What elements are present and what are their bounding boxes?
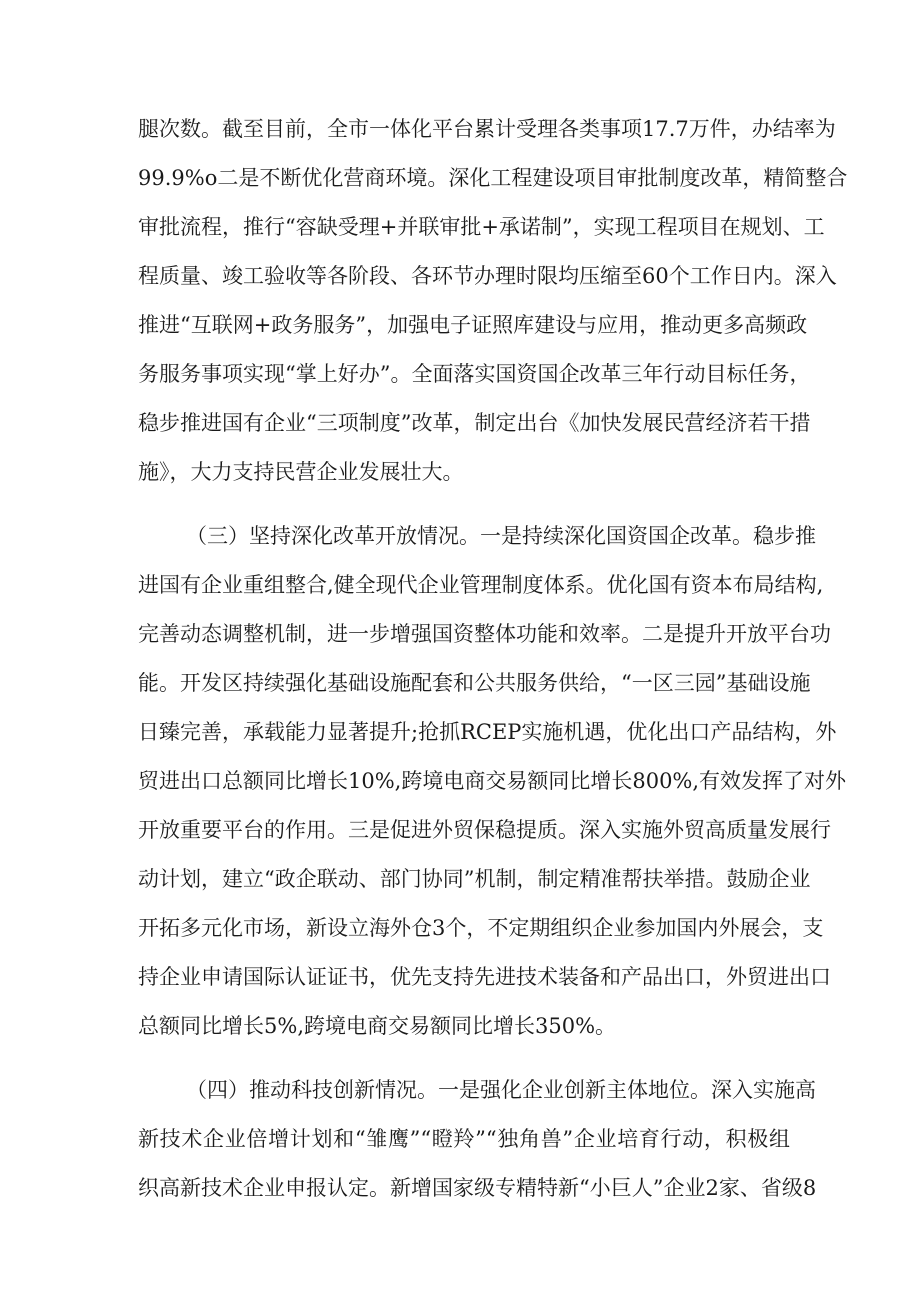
text-line: 程质量、竣工验收等各阶段、各环节办理时限均压缩至60个工作日内。深入 [138,264,837,288]
text-line: 稳步推进国有企业“三项制度”改革，制定出台《加快发展民营经济若干措 [138,411,811,435]
text-line: 进国有企业重组整合,健全现代企业管理制度体系。优化国有资本布局结构, [138,573,824,597]
text-line: 新技术企业倍增计划和“雏鹰”“瞪羚”“独角兽”企业培育行动，积极组 [138,1127,790,1151]
text-line: 日臻完善，承载能力显著提升;抢抓RCEP实施机遇，优化出口产品结构，外 [138,720,837,744]
text-line: 持企业申请国际认证证书，优先支持先进技术装备和产品出口，外贸进出口 [138,965,831,989]
text-line: 贸进出口总额同比增长10%,跨境电商交易额同比增长800%,有效发挥了对外 [138,769,847,793]
text-line: 施》，大力支持民营企业发展壮大。 [138,460,464,484]
text-line: 总额同比增长5%,跨境电商交易额同比增长350%。 [138,1014,617,1038]
paragraph-heading-line: （三）坚持深化改革开放情况。一是持续深化国资国企改革。稳步推 [186,524,816,548]
text-line: 完善动态调整机制，进一步增强国资整体功能和效率。二是提升开放平台功 [138,622,831,646]
text-line: 开拓多元化市场，新设立海外仓3个，不定期组织企业参加国内外展会，支 [138,916,824,940]
text-line: 推进“互联网+政务服务”，加强电子证照库建设与应用，推动更多高频政 [138,313,808,337]
text-line: 99.9%o二是不断优化营商环境。深化工程建设项目审批制度改革，精简整合 [138,166,848,190]
text-line: 动计划，建立“政企联动、部门协同”机制，制定精准帮扶举措。鼓励企业 [138,867,811,891]
text-line: 开放重要平台的作用。三是促进外贸保稳提质。深入实施外贸高质量发展行 [138,818,831,842]
text-line: 能。开发区持续强化基础设施配套和公共服务供给，“一区三园”基础设施 [138,671,811,695]
text-line: 腿次数。截至目前，全市一体化平台累计受理各类事项17.7万件，办结率为 [138,117,836,141]
paragraph-heading-line: （四）推动科技创新情况。一是强化企业创新主体地位。深入实施高 [186,1078,816,1102]
text-line: 审批流程，推行“容缺受理+并联审批+承诺制”，实现工程项目在规划、工 [138,215,825,239]
text-line: 织高新技术企业申报认定。新增国家级专精特新“小巨人”企业2家、省级8 [138,1176,817,1200]
text-line: 务服务事项实现“掌上好办”。全面落实国资国企改革三年行动目标任务， [138,362,811,386]
